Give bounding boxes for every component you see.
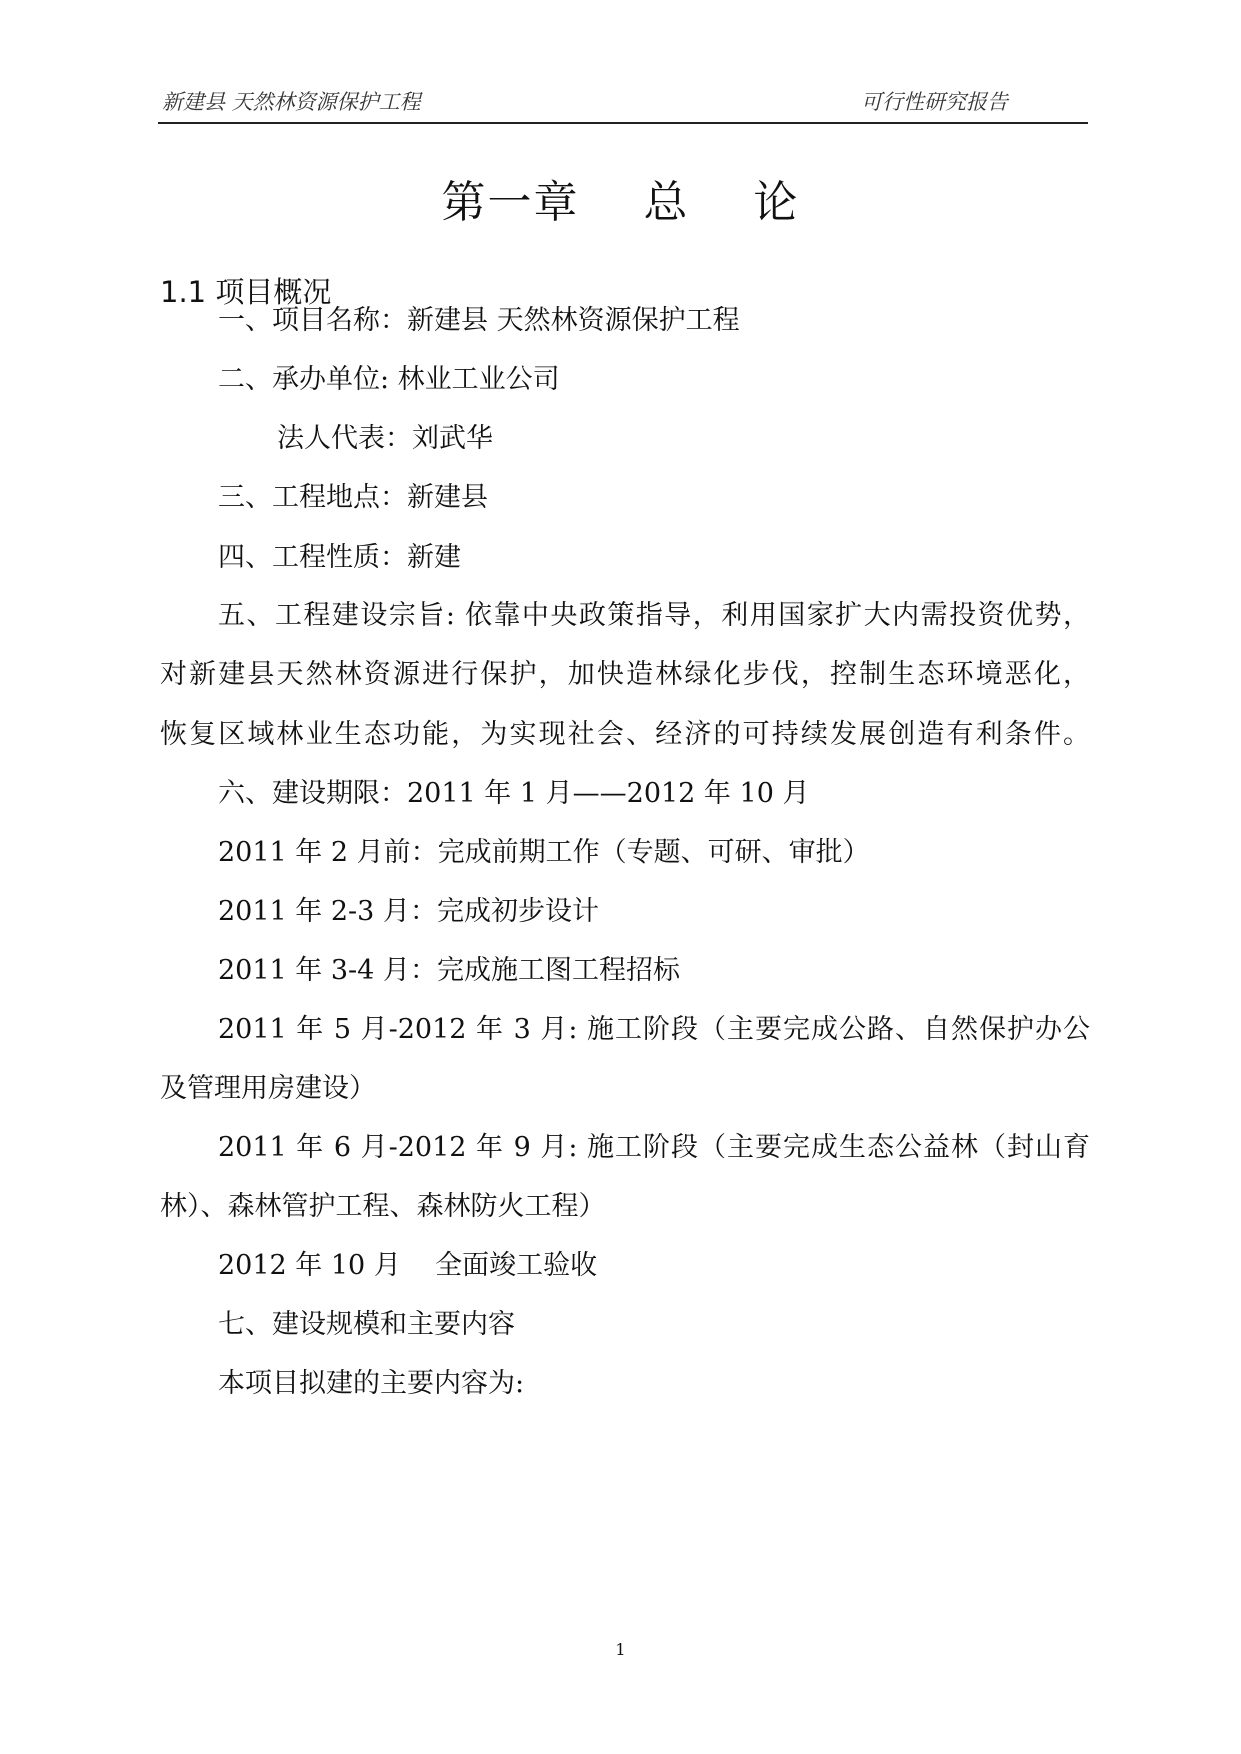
section-title: 1.1 项目概况 bbox=[160, 275, 332, 309]
organizer-line: 二、承办单位: 林业工业公司 bbox=[218, 364, 560, 395]
period-line: 六、建设期限：2011 年 1 月——2012 年 10 月 bbox=[218, 778, 810, 809]
location-line: 三、工程地点：新建县 bbox=[218, 482, 488, 513]
schedule-item: 2012 年 10 月 全面竣工验收 bbox=[218, 1250, 598, 1281]
page-header bbox=[158, 86, 1088, 124]
project-name-line: 一、项目名称：新建县 天然林资源保护工程 bbox=[218, 305, 740, 336]
purpose-line-3: 恢复区域林业生态功能，为实现社会、经济的可持续发展创造有利条件。 bbox=[160, 719, 1090, 750]
nature-line: 四、工程性质：新建 bbox=[218, 542, 461, 573]
purpose-line-2: 对新建县天然林资源进行保护，加快造林绿化步伐，控制生态环境恶化， bbox=[160, 659, 1090, 690]
schedule-item-continued: 及管理用房建设） bbox=[160, 1073, 376, 1104]
schedule-item: 2011 年 6 月-2012 年 9 月: 施工阶段（主要完成生态公益林（封山育 bbox=[218, 1132, 1090, 1163]
header-report-type: 可行性研究报告 bbox=[861, 90, 1008, 114]
page-number: 1 bbox=[615, 1640, 626, 1659]
scale-heading-line: 七、建设规模和主要内容 bbox=[218, 1309, 515, 1340]
header-project-name: 新建县 天然林资源保护工程 bbox=[162, 90, 421, 114]
schedule-item: 2011 年 5 月-2012 年 3 月: 施工阶段（主要完成公路、自然保护办公 bbox=[218, 1014, 1090, 1045]
schedule-item: 2011 年 2 月前：完成前期工作（专题、可研、审批） bbox=[218, 837, 870, 868]
schedule-item-continued: 林）、森林管护工程、森林防火工程） bbox=[160, 1191, 606, 1222]
legal-rep-line: 法人代表：刘武华 bbox=[277, 423, 493, 454]
content-intro-line: 本项目拟建的主要内容为: bbox=[218, 1368, 525, 1399]
purpose-line-1: 五、工程建设宗旨: 依靠中央政策指导，利用国家扩大内需投资优势， bbox=[218, 600, 1090, 631]
schedule-item: 2011 年 3-4 月：完成施工图工程招标 bbox=[218, 955, 680, 986]
schedule-item: 2011 年 2-3 月：完成初步设计 bbox=[218, 896, 599, 927]
chapter-title: 第一章 总 论 bbox=[441, 177, 800, 228]
